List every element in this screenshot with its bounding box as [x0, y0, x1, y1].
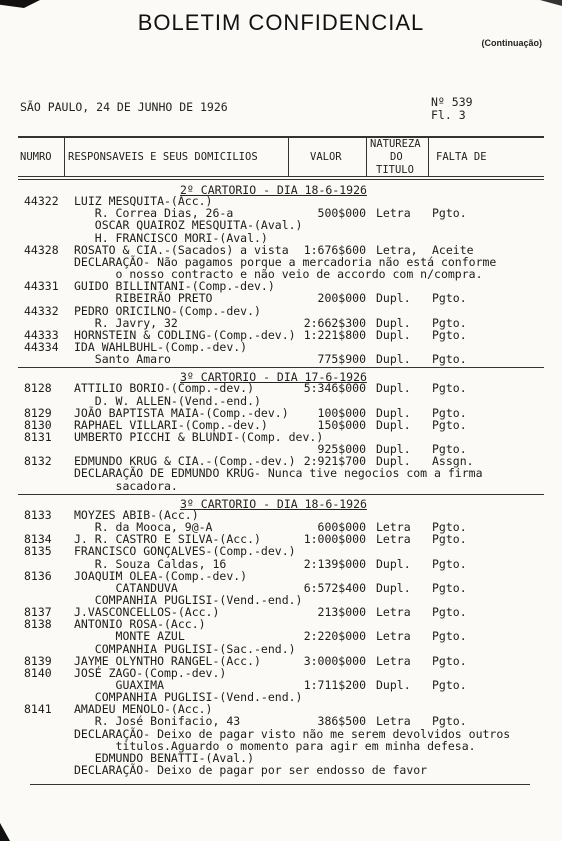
- entry-text: MOYZES ABIB-(Acc.): [74, 507, 199, 522]
- entry-number: 8130: [24, 417, 52, 432]
- end-rule: [30, 784, 530, 785]
- entry-number: 8131: [24, 430, 52, 444]
- entry-text: H. FRANCISCO MORI-(Aval.): [74, 230, 268, 245]
- entry-natureza: Dupl.: [376, 291, 411, 306]
- entry-natureza: Dupl.: [376, 556, 411, 571]
- entry-valor: 775$900: [317, 352, 366, 367]
- entry-valor: 2:220$000: [303, 629, 366, 644]
- column-header-natureza: TITULO: [376, 164, 414, 176]
- entry-valor: 1:676$600: [303, 242, 366, 257]
- entry-number: 8140: [24, 665, 52, 680]
- entry-valor: 200$000: [317, 291, 366, 306]
- entry-falta: Pgto.: [432, 291, 467, 306]
- entry-text: OSCAR QUAIROZ MESQUITA-(Aval.): [74, 218, 303, 233]
- entry-number: 44332: [24, 303, 59, 318]
- entry-text: IDA WAHLBUHL-(Comp.-dev.): [74, 339, 248, 354]
- entry-text: J.VASCONCELLOS-(Acc.): [74, 605, 220, 620]
- entry-text: LUIZ MESQUITA-(Acc.): [74, 194, 213, 209]
- section-rule: [18, 494, 544, 495]
- entry-natureza: Letra: [376, 629, 411, 644]
- entry-text: ANTONIO ROSA-(Acc.): [74, 617, 206, 632]
- entry-falta: Pgto.: [432, 714, 467, 729]
- entry-text: JOÃO BAPTISTA MAIA-(Comp.-dev.): [74, 405, 289, 420]
- entry-falta: Pgto.: [432, 327, 467, 342]
- entry-text: CATANDUVA: [74, 580, 178, 595]
- entry-natureza: Dupl.: [376, 381, 411, 396]
- entry-valor: 925$000: [317, 442, 366, 457]
- entry-natureza: Letra: [376, 653, 411, 668]
- entry-valor: 150$000: [317, 417, 366, 432]
- entry-text: FRANCISCO GONÇALVES-(Comp.-dev.): [74, 544, 296, 559]
- section-heading: 3º CARTORIO - DIA 18-6-1926: [180, 496, 367, 511]
- entry-number: 44334: [24, 339, 59, 354]
- entry-falta: Pgto.: [432, 352, 467, 367]
- entry-text: J. R. CASTRO E SILVA-(Acc.): [74, 532, 261, 547]
- entry-text: DECLARAÇÃO- Não pagamos porque a mercadoria não está conforme: [74, 254, 497, 269]
- entry-text: o nosso contracto e não veio de accordo com n/compra.: [74, 267, 483, 282]
- entry-text: COMPANHIA PUGLISI-(Sac.-end.): [74, 641, 296, 656]
- entry-natureza: Dupl.: [376, 352, 411, 367]
- column-header-valor: VALOR: [310, 151, 342, 163]
- entry-falta: Pgto.: [432, 315, 467, 330]
- entry-valor: 386$500: [317, 714, 366, 729]
- entry-text: MONTE AZUL: [74, 629, 185, 644]
- scan-mark: [0, 823, 10, 841]
- entry-natureza: Letra: [376, 520, 411, 535]
- entry-valor: 2:921$700: [303, 454, 366, 469]
- section-rule: [18, 367, 544, 368]
- entry-falta: Pgto.: [432, 580, 467, 595]
- column-header-natureza: NATUREZA: [370, 138, 421, 150]
- entry-number: 8133: [24, 507, 52, 522]
- entry-valor: 600$000: [317, 520, 366, 535]
- column-divider: [428, 136, 429, 177]
- entry-text: R. José Bonifacio, 43: [74, 714, 241, 729]
- entry-falta: Pgto.: [432, 206, 467, 221]
- entry-text: GUAXIMA: [74, 678, 165, 692]
- entry-number: 44322: [24, 194, 59, 209]
- entry-number: 8132: [24, 454, 52, 469]
- entry-text: DECLARAÇÃO- Deixo de pagar visto não me serem devolvidos outros: [74, 726, 511, 741]
- entry-number: 8139: [24, 653, 52, 668]
- entry-falta: Pgto.: [432, 405, 467, 420]
- entry-text: PEDRO ORICILNO-(Comp.-dev.): [74, 303, 261, 318]
- entry-text: R. Correa Dias, 26-a: [74, 206, 234, 221]
- scan-mark: [0, 0, 40, 8]
- table-header: [18, 136, 544, 182]
- entry-text: R. Javry, 32: [74, 315, 178, 330]
- entry-natureza: Dupl.: [376, 417, 411, 432]
- section-heading: 2º CARTORIO - DIA 18-6-1926: [180, 183, 367, 197]
- entry-natureza: Dupl.: [376, 327, 411, 342]
- document-title: BOLETIM CONFIDENCIAL: [137, 10, 425, 35]
- section-heading: 3º CARTORIO - DIA 17-6-1926: [180, 370, 367, 385]
- column-divider: [288, 136, 289, 177]
- header-rule: [18, 179, 544, 180]
- entry-falta: Pgto.: [432, 520, 467, 535]
- entry-valor: 213$000: [317, 605, 366, 620]
- column-divider: [64, 136, 65, 177]
- entry-falta: Pgto.: [432, 605, 467, 620]
- entry-text: RAPHAEL VILLARI-(Comp.-dev.): [74, 417, 268, 432]
- entry-text: ROSATO & CIA.-(Sacados) a vista: [74, 242, 289, 257]
- entry-falta: Pgto.: [432, 442, 467, 457]
- entry-natureza: Letra: [376, 605, 411, 620]
- bulletin-number: [431, 96, 473, 122]
- entry-natureza: Dupl.: [376, 580, 411, 595]
- entry-number: 44328: [24, 242, 59, 257]
- entry-number: 44333: [24, 327, 59, 342]
- entry-number: 8128: [24, 381, 52, 396]
- entry-text: EDMUNDO KRUG & CIA.-(Comp.-dev.): [74, 454, 296, 469]
- entry-text: DECLARAÇÃO- Deixo de pagar por ser endosso de favor: [74, 763, 428, 778]
- entry-natureza: Dupl.: [376, 454, 411, 469]
- entry-text: HORNSTEIN & CODLING-(Comp.-dev.): [74, 327, 296, 342]
- column-header-numero: NUMRO: [20, 151, 52, 163]
- entry-text: AMADEU MENOLO-(Acc.): [74, 702, 213, 717]
- entry-valor: 1:221$800: [303, 327, 366, 342]
- entry-text: Santo Amaro: [74, 352, 171, 367]
- entry-text: JOAQUIM OLEA-(Comp.-dev.): [74, 568, 248, 583]
- entry-falta: Pgto.: [432, 653, 467, 668]
- bulletin-number-value: Nº 539: [431, 95, 473, 109]
- entry-natureza: Letra: [376, 714, 411, 729]
- entry-valor: 2:139$000: [303, 556, 366, 571]
- entry-falta: Pgto.: [432, 381, 467, 396]
- entry-valor: 1:711$200: [303, 678, 366, 692]
- entry-text: EDMUNDO BENATTI-(Aval.): [74, 750, 255, 765]
- entry-text: D. W. ALLEN-(Vend.-end.): [74, 393, 261, 408]
- entry-natureza: Letra: [376, 532, 411, 547]
- column-divider: [366, 136, 367, 177]
- entry-text: titulos.Aguardo o momento para agir em minha defesa.: [74, 738, 476, 753]
- entry-number: 8137: [24, 605, 52, 620]
- entry-text: GUIDO BILLINTANI-(Comp.-dev.): [74, 279, 275, 294]
- entry-text: ATTILIO BORIO-(Comp.-dev.): [74, 381, 255, 396]
- dateline: SÃO PAULO, 24 DE JUNHO DE 1926: [20, 100, 228, 114]
- entry-falta: Aceite: [432, 242, 474, 257]
- entry-number: 44331: [24, 279, 59, 294]
- column-header-falta: FALTA DE: [436, 151, 487, 163]
- entry-natureza: Letra: [376, 206, 411, 221]
- header-rule: [18, 136, 544, 138]
- entry-text: DECLARAÇÃO DE EDMUNDO KRUG- Nunca tive negocios com a firma: [74, 466, 483, 481]
- entry-natureza: Letra,: [376, 242, 418, 257]
- column-header-natureza: DO: [390, 151, 403, 163]
- entry-valor: 2:662$300: [303, 315, 366, 330]
- entry-natureza: Dupl.: [376, 405, 411, 420]
- entry-valor: 1:000$000: [303, 532, 366, 547]
- entry-number: 8135: [24, 544, 52, 559]
- entry-number: 8141: [24, 702, 52, 717]
- sheet-number: Fl. 3: [431, 108, 466, 122]
- entry-text: RIBEIRÃO PRETO: [74, 291, 213, 306]
- entry-number: 8134: [24, 532, 52, 547]
- entry-number: 8129: [24, 405, 52, 420]
- entry-natureza: Dupl.: [376, 315, 411, 330]
- column-header-responsaveis: RESPONSAVEIS E SEUS DOMICILIOS: [68, 151, 258, 163]
- entry-text: R. da Mooca, 9@-A: [74, 520, 213, 535]
- entry-text: sacadora.: [74, 478, 178, 493]
- entry-valor: 100$000: [317, 405, 366, 420]
- entry-valor: 6:572$400: [303, 580, 366, 595]
- continuation-label: (Continuação): [481, 38, 542, 48]
- entry-text: COMPANHIA PUGLISI-(Vend.-end.): [74, 690, 303, 705]
- entry-valor: 3:000$000: [303, 653, 366, 668]
- entry-text: COMPANHIA PUGLISI-(Vend.-end.): [74, 592, 303, 607]
- entry-valor: 500$000: [317, 206, 366, 221]
- entry-natureza: Dupl.: [376, 442, 411, 457]
- entry-number: 8136: [24, 568, 52, 583]
- entry-text: UMBERTO PICCHI & BLUNDI-(Comp. dev.): [74, 430, 324, 444]
- entry-text: JAYME OLYNTHO RANGEL-(Acc.): [74, 653, 261, 668]
- entry-falta: Pgto.: [432, 417, 467, 432]
- entry-valor: 5:346$000: [303, 381, 366, 396]
- entry-falta: Pgto.: [432, 678, 467, 692]
- scan-mark: [540, 0, 562, 6]
- header-rule: [18, 176, 544, 177]
- entry-falta: Pgto.: [432, 629, 467, 644]
- entry-number: 8138: [24, 617, 52, 632]
- entry-falta: Pgto.: [432, 556, 467, 571]
- entry-falta: Assgn.: [432, 454, 474, 469]
- entry-natureza: Dupl.: [376, 678, 411, 692]
- entry-falta: Pgto.: [432, 532, 467, 547]
- entry-text: R. Souza Caldas, 16: [74, 556, 227, 571]
- entry-text: JOSÉ ZAGO-(Comp.-dev.): [74, 665, 227, 680]
